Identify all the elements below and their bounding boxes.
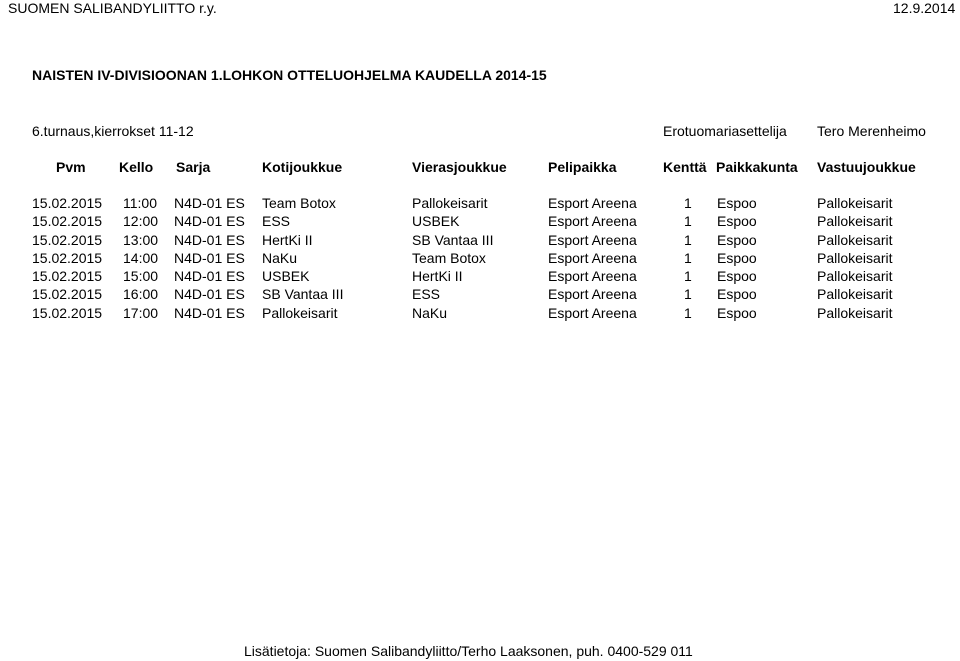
cell-responsible-team: Pallokeisarit: [817, 268, 893, 285]
cell-court: 1: [684, 286, 692, 303]
cell-venue: Esport Areena: [548, 213, 637, 230]
cell-court: 1: [684, 304, 692, 321]
column-header-series: Sarja: [176, 159, 211, 175]
cell-date: 15.02.2015: [32, 304, 103, 321]
cell-date: 15.02.2015: [32, 249, 103, 266]
schedule-table-body: [0, 195, 960, 323]
cell-date: 15.02.2015: [32, 195, 103, 211]
column-header-responsible-team: Vastuujoukkue: [817, 159, 916, 175]
cell-away-team: Pallokeisarit: [412, 195, 488, 211]
table-row: [0, 232, 960, 250]
table-row: [0, 213, 960, 231]
table-row: [0, 195, 960, 213]
cell-series: N4D-01 ES: [174, 249, 245, 266]
cell-date: 15.02.2015: [32, 268, 103, 285]
round-info: 6.turnaus,kierrokset 11-12: [32, 123, 194, 139]
cell-series: N4D-01 ES: [174, 231, 245, 248]
cell-series: N4D-01 ES: [174, 195, 245, 211]
cell-home-team: HertKi II: [262, 231, 313, 248]
column-header-date: Pvm: [56, 159, 86, 175]
cell-date: 15.02.2015: [32, 213, 103, 230]
cell-city: Espoo: [717, 231, 757, 248]
cell-time: 16:00: [123, 286, 159, 303]
cell-away-team: Team Botox: [412, 249, 486, 266]
cell-time: 14:00: [123, 249, 159, 266]
cell-city: Espoo: [717, 213, 757, 230]
cell-venue: Esport Areena: [548, 268, 637, 285]
cell-court: 1: [684, 213, 692, 230]
cell-court: 1: [684, 231, 692, 248]
cell-time: 17:00: [123, 304, 159, 321]
cell-court: 1: [684, 249, 692, 266]
cell-city: Espoo: [717, 268, 757, 285]
cell-home-team: ESS: [262, 213, 291, 230]
cell-home-team: Pallokeisarit: [262, 304, 338, 321]
cell-date: 15.02.2015: [32, 286, 103, 303]
table-row: [0, 305, 960, 323]
cell-responsible-team: Pallokeisarit: [817, 286, 893, 303]
cell-away-team: HertKi II: [412, 268, 463, 285]
cell-home-team: Team Botox: [262, 195, 336, 211]
cell-away-team: USBEK: [412, 213, 460, 230]
cell-responsible-team: Pallokeisarit: [817, 195, 893, 211]
cell-away-team: SB Vantaa III: [412, 231, 494, 248]
cell-responsible-team: Pallokeisarit: [817, 213, 893, 230]
cell-time: 11:00: [123, 195, 157, 211]
cell-responsible-team: Pallokeisarit: [817, 304, 893, 321]
table-row: [0, 250, 960, 268]
cell-city: Espoo: [717, 195, 757, 211]
cell-venue: Esport Areena: [548, 286, 637, 303]
document-date: 12.9.2014: [893, 0, 956, 16]
cell-venue: Esport Areena: [548, 304, 637, 321]
cell-series: N4D-01 ES: [174, 286, 245, 303]
cell-series: N4D-01 ES: [174, 268, 245, 285]
column-header-venue: Pelipaikka: [548, 159, 617, 175]
cell-venue: Esport Areena: [548, 195, 637, 211]
cell-venue: Esport Areena: [548, 249, 637, 266]
column-header-time: Kello: [119, 159, 154, 175]
cell-away-team: ESS: [412, 286, 441, 303]
cell-home-team: SB Vantaa III: [262, 286, 344, 303]
cell-city: Espoo: [717, 286, 757, 303]
cell-home-team: USBEK: [262, 268, 310, 285]
column-header-away-team: Vierasjoukkue: [412, 159, 507, 175]
table-row: [0, 268, 960, 286]
column-header-court: Kenttä: [663, 159, 707, 175]
cell-home-team: NaKu: [262, 249, 298, 266]
cell-series: N4D-01 ES: [174, 213, 245, 230]
cell-responsible-team: Pallokeisarit: [817, 249, 893, 266]
cell-venue: Esport Areena: [548, 231, 637, 248]
cell-time: 13:00: [123, 231, 159, 248]
cell-series: N4D-01 ES: [174, 304, 245, 321]
referee-assigner-name: Tero Merenheimo: [817, 123, 926, 139]
cell-court: 1: [684, 195, 692, 211]
organization-name: SUOMEN SALIBANDYLIITTO r.y.: [8, 0, 217, 16]
column-header-home-team: Kotijoukkue: [262, 159, 343, 175]
table-header: [0, 159, 960, 177]
cell-city: Espoo: [717, 249, 757, 266]
page-title: NAISTEN IV-DIVISIOONAN 1.LOHKON OTTELUOHJELMA KAUDELLA 2014-15: [32, 67, 547, 83]
cell-court: 1: [684, 268, 692, 285]
cell-responsible-team: Pallokeisarit: [817, 231, 893, 248]
referee-assigner-label: Erotuomariasettelija: [663, 123, 787, 139]
column-header-city: Paikkakunta: [716, 159, 798, 175]
cell-time: 12:00: [123, 213, 159, 230]
table-row: [0, 286, 960, 304]
footer-contact: Lisätietoja: Suomen Salibandyliitto/Terho Laaksonen, puh. 0400-529 011: [244, 643, 693, 659]
cell-time: 15:00: [123, 268, 159, 285]
cell-city: Espoo: [717, 304, 757, 321]
cell-away-team: NaKu: [412, 304, 448, 321]
cell-date: 15.02.2015: [32, 231, 103, 248]
